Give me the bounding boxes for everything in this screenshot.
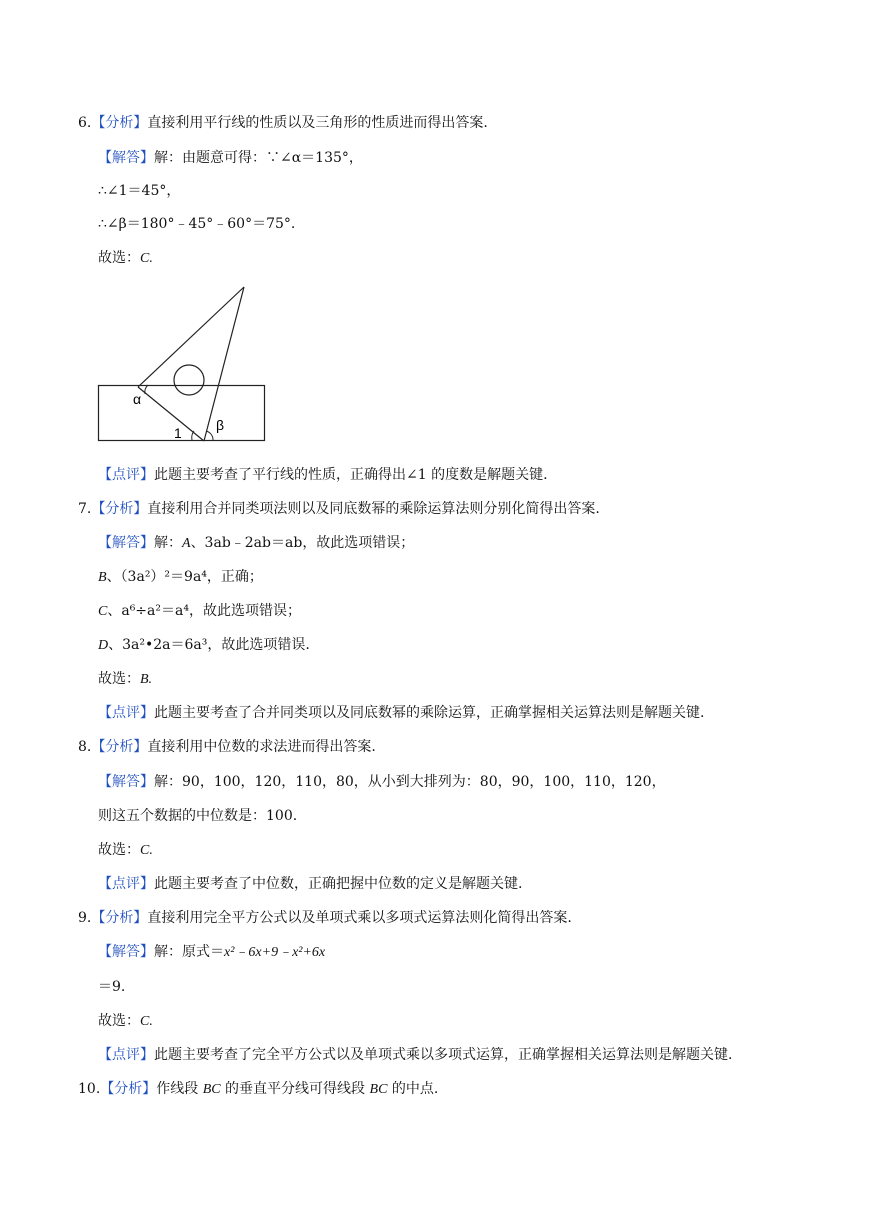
solution-tag: 【解答】: [98, 150, 154, 166]
analysis-text-2: 的垂直平分线可得线段: [220, 1081, 370, 1097]
q8-solution-line-2: 则这五个数据的中位数是：100.: [98, 808, 298, 824]
option-comment: ，正确；: [206, 569, 263, 585]
option-expression: 、3a²•2a＝6a³: [108, 637, 208, 653]
analysis-text: 直接利用合并同类项法则以及同底数幂的乘除运算法则分别化简得出答案.: [147, 501, 600, 517]
choice-label: 故选：: [98, 250, 140, 266]
q7-choice: [98, 669, 152, 689]
triangle-hole-circle: [174, 365, 204, 395]
q8-number: 8.: [78, 739, 92, 755]
segment-bc: BC: [202, 1082, 221, 1097]
choice-answer: B.: [140, 672, 153, 687]
q6-comment: [98, 465, 548, 485]
comment-text: 此题主要考查了合并同类项以及同底数幂的乘除运算，正确掌握相关运算法则是解题关键.: [154, 705, 705, 721]
solution-expression: x²﹣6x+9﹣x²+6x: [224, 945, 326, 960]
q6-analysis: [78, 113, 488, 133]
comment-tag: 【点评】: [98, 1047, 154, 1063]
comment-tag: 【点评】: [98, 467, 154, 483]
solution-prefix: 解：: [154, 535, 182, 551]
q6-choice: [98, 248, 153, 268]
q8-choice: [98, 840, 153, 860]
beta-label: β: [216, 417, 225, 433]
option-expression: 、3ab﹣2ab＝ab: [190, 535, 303, 551]
solution-text: 解：由题意可得：∵∠α＝135°，: [154, 150, 363, 166]
comment-text: 此题主要考查了中位数，正确把握中位数的定义是解题关键.: [154, 876, 523, 892]
q9-comment: [98, 1045, 732, 1065]
q7-comment: [98, 703, 704, 723]
geometry-figure: [90, 280, 280, 450]
q9-choice: [98, 1011, 153, 1031]
angle-alpha-arc: [145, 385, 148, 394]
analysis-tag: 【分析】: [91, 739, 148, 755]
analysis-text: 直接利用平行线的性质以及三角形的性质进而得出答案.: [147, 115, 488, 131]
analysis-tag: 【分析】: [91, 910, 148, 926]
option-letter: B: [98, 570, 107, 585]
option-letter: C: [98, 604, 108, 619]
angle-beta-arc: [206, 431, 213, 440]
choice-label: 故选：: [98, 671, 140, 687]
choice-label: 故选：: [98, 1013, 140, 1029]
solution-tag: 【解答】: [98, 944, 154, 960]
q9-solution-line-2: ＝9.: [98, 979, 126, 995]
comment-tag: 【点评】: [98, 705, 154, 721]
q9-analysis: [78, 908, 572, 928]
q6-solution-line-3: ∴∠β＝180°﹣45°﹣60°＝75°.: [98, 216, 296, 232]
choice-label: 故选：: [98, 842, 140, 858]
q6-solution-line-1: [98, 148, 363, 168]
q7-option-a: [98, 533, 414, 553]
analysis-tag: 【分析】: [91, 115, 148, 131]
option-comment: ，故此选项错误；: [188, 603, 301, 619]
option-letter: A: [182, 536, 191, 551]
q7-option-c: [98, 601, 301, 621]
analysis-text: 直接利用完全平方公式以及单项式乘以多项式运算法则化简得出答案.: [147, 910, 572, 926]
triangle-side-top: [138, 287, 244, 387]
comment-text: 此题主要考查了平行线的性质，正确得出∠1 的度数是解题关键.: [154, 467, 548, 483]
triangle-side-bottom: [138, 387, 204, 441]
q8-analysis: [78, 737, 376, 757]
option-comment: ，故此选项错误.: [207, 637, 310, 653]
q6-solution-line-2: ∴∠1＝45°，: [98, 183, 181, 199]
analysis-text: 直接利用中位数的求法进而得出答案.: [147, 739, 376, 755]
option-letter: D: [98, 638, 109, 653]
angle-1-arc: [192, 431, 194, 440]
solution-tag: 【解答】: [98, 535, 154, 551]
q6-number: 6.: [78, 115, 92, 131]
q10-number: 10.: [78, 1081, 101, 1097]
comment-tag: 【点评】: [98, 876, 154, 892]
q7-option-b: [98, 567, 263, 587]
alpha-label: α: [133, 391, 142, 407]
analysis-tag: 【分析】: [100, 1081, 157, 1097]
q7-option-d: [98, 635, 310, 655]
q10-analysis: [78, 1079, 438, 1099]
analysis-text-1: 作线段: [156, 1081, 203, 1097]
solution-tag: 【解答】: [98, 774, 154, 790]
angle-1-label: 1: [174, 425, 182, 441]
q9-solution-line-1: [98, 942, 325, 962]
q9-number: 9.: [78, 910, 92, 926]
solution-prefix: 解：原式＝: [154, 944, 224, 960]
solution-text: 解：90，100，120，110，80，从小到大排列为：80，90，100，110，120，: [154, 774, 666, 790]
choice-answer: C.: [140, 251, 153, 266]
option-comment: ，故此选项错误；: [302, 535, 415, 551]
q7-number: 7.: [78, 501, 92, 517]
option-expression: 、（3a²）²＝9a⁴: [106, 569, 207, 585]
option-expression: 、a⁶÷a²＝a⁴: [107, 603, 189, 619]
q7-analysis: [78, 499, 600, 519]
q8-comment: [98, 874, 522, 894]
choice-answer: C.: [140, 1014, 153, 1029]
analysis-text-3: 的中点.: [387, 1081, 439, 1097]
analysis-tag: 【分析】: [91, 501, 148, 517]
q8-solution-line-1: [98, 772, 666, 792]
segment-bc: BC: [369, 1082, 388, 1097]
comment-text: 此题主要考查了完全平方公式以及单项式乘以多项式运算，正确掌握相关运算法则是解题关键.: [154, 1047, 733, 1063]
choice-answer: C.: [140, 843, 153, 858]
